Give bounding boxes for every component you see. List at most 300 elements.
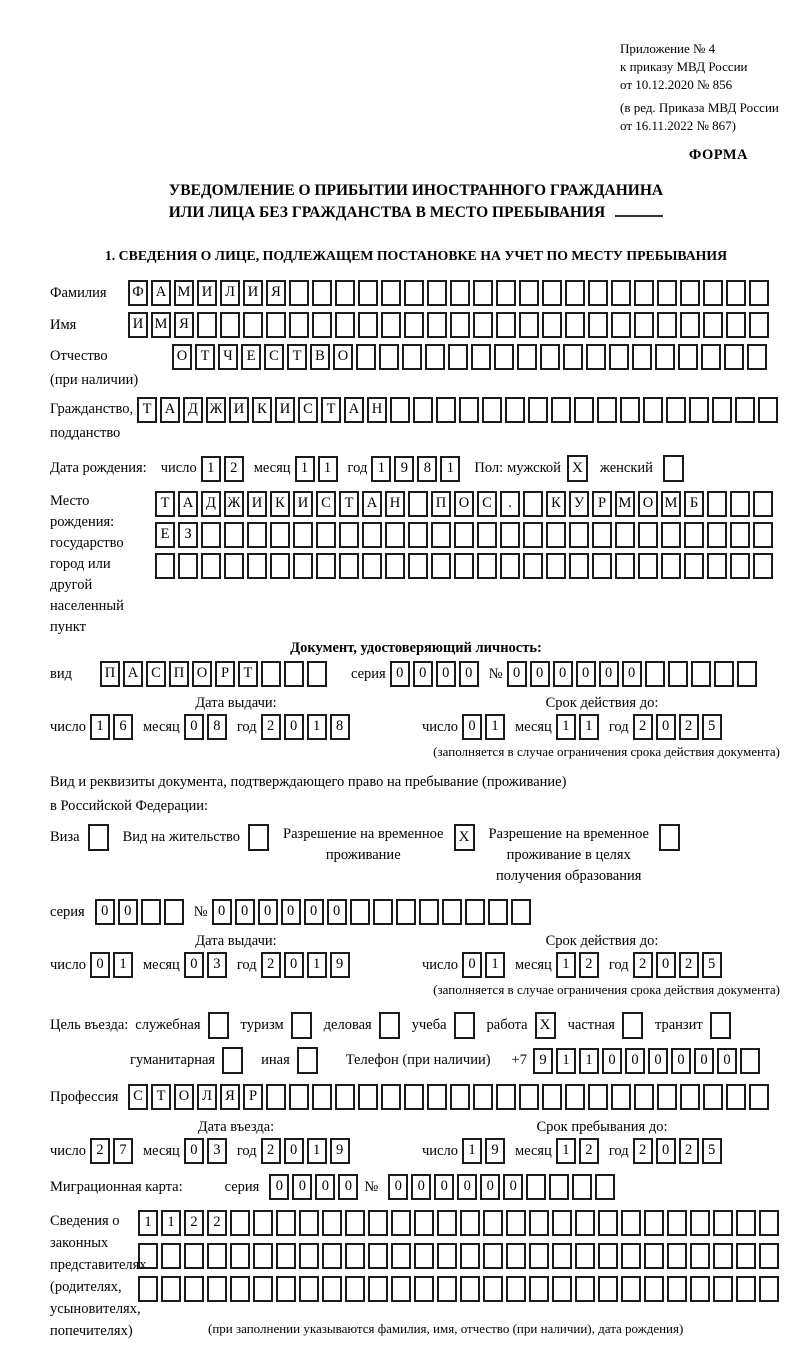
char-box[interactable]: 0 bbox=[457, 1174, 477, 1200]
char-box[interactable]: 0 bbox=[212, 899, 232, 925]
char-box[interactable] bbox=[465, 899, 485, 925]
char-box[interactable] bbox=[253, 1276, 273, 1302]
char-box[interactable]: 1 bbox=[371, 456, 391, 482]
char-box[interactable]: 0 bbox=[436, 661, 456, 687]
char-box[interactable] bbox=[588, 280, 608, 306]
char-box[interactable]: 0 bbox=[503, 1174, 523, 1200]
char-box[interactable] bbox=[549, 1174, 569, 1200]
char-box[interactable] bbox=[459, 397, 479, 423]
char-box[interactable] bbox=[494, 344, 514, 370]
char-box[interactable] bbox=[736, 1210, 756, 1236]
char-box[interactable]: П bbox=[431, 491, 451, 517]
char-box[interactable] bbox=[381, 312, 401, 338]
char-box[interactable] bbox=[638, 553, 658, 579]
char-box[interactable] bbox=[230, 1276, 250, 1302]
char-box[interactable]: Е bbox=[241, 344, 261, 370]
char-box[interactable]: 0 bbox=[462, 952, 482, 978]
char-box[interactable] bbox=[529, 1276, 549, 1302]
char-box[interactable] bbox=[542, 280, 562, 306]
char-box[interactable] bbox=[575, 1243, 595, 1269]
char-box[interactable] bbox=[373, 899, 393, 925]
char-box[interactable]: Т bbox=[195, 344, 215, 370]
char-box[interactable] bbox=[276, 1243, 296, 1269]
char-box[interactable] bbox=[565, 312, 585, 338]
checkbox-transit[interactable] bbox=[710, 1012, 731, 1039]
char-box[interactable]: 3 bbox=[207, 952, 227, 978]
char-box[interactable]: 0 bbox=[388, 1174, 408, 1200]
char-box[interactable] bbox=[220, 312, 240, 338]
char-box[interactable] bbox=[726, 312, 746, 338]
char-box[interactable]: . bbox=[500, 491, 520, 517]
char-box[interactable] bbox=[621, 1210, 641, 1236]
char-box[interactable] bbox=[454, 522, 474, 548]
char-box[interactable]: 0 bbox=[625, 1048, 645, 1074]
char-box[interactable]: 0 bbox=[576, 661, 596, 687]
char-box[interactable] bbox=[759, 1243, 779, 1269]
char-box[interactable] bbox=[691, 661, 711, 687]
char-box[interactable] bbox=[437, 1276, 457, 1302]
char-box[interactable] bbox=[528, 397, 548, 423]
char-box[interactable]: 9 bbox=[533, 1048, 553, 1074]
char-box[interactable]: 0 bbox=[95, 899, 115, 925]
char-box[interactable] bbox=[657, 1084, 677, 1110]
char-box[interactable] bbox=[312, 312, 332, 338]
char-box[interactable] bbox=[644, 1276, 664, 1302]
char-box[interactable] bbox=[391, 1243, 411, 1269]
char-box[interactable] bbox=[460, 1210, 480, 1236]
char-box[interactable] bbox=[312, 1084, 332, 1110]
char-box[interactable] bbox=[396, 899, 416, 925]
char-box[interactable] bbox=[261, 661, 281, 687]
char-box[interactable] bbox=[322, 1276, 342, 1302]
char-box[interactable]: М bbox=[661, 491, 681, 517]
char-box[interactable]: 0 bbox=[118, 899, 138, 925]
char-box[interactable] bbox=[644, 1243, 664, 1269]
char-box[interactable] bbox=[138, 1243, 158, 1269]
char-box[interactable] bbox=[460, 1243, 480, 1269]
char-box[interactable] bbox=[595, 1174, 615, 1200]
char-box[interactable] bbox=[454, 553, 474, 579]
char-box[interactable] bbox=[668, 661, 688, 687]
char-box[interactable]: 1 bbox=[462, 1138, 482, 1164]
char-box[interactable] bbox=[740, 1048, 760, 1074]
char-box[interactable]: 1 bbox=[440, 456, 460, 482]
char-box[interactable]: О bbox=[454, 491, 474, 517]
char-box[interactable]: 0 bbox=[284, 952, 304, 978]
char-box[interactable]: 0 bbox=[269, 1174, 289, 1200]
checkbox-female[interactable] bbox=[663, 455, 684, 482]
char-box[interactable] bbox=[621, 1243, 641, 1269]
char-box[interactable] bbox=[496, 312, 516, 338]
char-box[interactable] bbox=[161, 1243, 181, 1269]
char-box[interactable]: Н bbox=[367, 397, 387, 423]
char-box[interactable] bbox=[643, 397, 663, 423]
char-box[interactable]: М bbox=[174, 280, 194, 306]
char-box[interactable] bbox=[437, 1243, 457, 1269]
char-box[interactable] bbox=[312, 280, 332, 306]
char-box[interactable] bbox=[730, 522, 750, 548]
char-box[interactable] bbox=[207, 1276, 227, 1302]
checkbox-tourism[interactable] bbox=[291, 1012, 312, 1039]
char-box[interactable]: 0 bbox=[530, 661, 550, 687]
char-box[interactable]: 1 bbox=[201, 456, 221, 482]
char-box[interactable] bbox=[197, 312, 217, 338]
char-box[interactable]: 6 bbox=[113, 714, 133, 740]
char-box[interactable]: 1 bbox=[556, 1048, 576, 1074]
char-box[interactable] bbox=[408, 491, 428, 517]
char-box[interactable] bbox=[519, 280, 539, 306]
char-box[interactable]: 0 bbox=[258, 899, 278, 925]
checkbox-private[interactable] bbox=[622, 1012, 643, 1039]
char-box[interactable] bbox=[482, 397, 502, 423]
char-box[interactable]: Б bbox=[684, 491, 704, 517]
char-box[interactable]: 0 bbox=[717, 1048, 737, 1074]
char-box[interactable] bbox=[611, 280, 631, 306]
char-box[interactable] bbox=[753, 553, 773, 579]
char-box[interactable]: 1 bbox=[307, 952, 327, 978]
char-box[interactable] bbox=[350, 899, 370, 925]
char-box[interactable]: И bbox=[229, 397, 249, 423]
char-box[interactable]: 1 bbox=[90, 714, 110, 740]
char-box[interactable] bbox=[500, 522, 520, 548]
char-box[interactable] bbox=[450, 1084, 470, 1110]
char-box[interactable]: А bbox=[362, 491, 382, 517]
char-box[interactable]: С bbox=[128, 1084, 148, 1110]
char-box[interactable] bbox=[448, 344, 468, 370]
char-box[interactable] bbox=[488, 899, 508, 925]
char-box[interactable] bbox=[450, 312, 470, 338]
char-box[interactable]: Ф bbox=[128, 280, 148, 306]
char-box[interactable] bbox=[563, 344, 583, 370]
char-box[interactable] bbox=[730, 491, 750, 517]
char-box[interactable]: 0 bbox=[184, 714, 204, 740]
char-box[interactable] bbox=[178, 553, 198, 579]
char-box[interactable] bbox=[667, 1210, 687, 1236]
char-box[interactable] bbox=[316, 553, 336, 579]
char-box[interactable]: Т bbox=[287, 344, 307, 370]
char-box[interactable] bbox=[500, 553, 520, 579]
char-box[interactable] bbox=[362, 553, 382, 579]
char-box[interactable] bbox=[284, 661, 304, 687]
char-box[interactable] bbox=[408, 553, 428, 579]
char-box[interactable]: 0 bbox=[671, 1048, 691, 1074]
char-box[interactable] bbox=[138, 1276, 158, 1302]
char-box[interactable] bbox=[511, 899, 531, 925]
char-box[interactable] bbox=[247, 522, 267, 548]
char-box[interactable] bbox=[437, 1210, 457, 1236]
char-box[interactable] bbox=[730, 553, 750, 579]
char-box[interactable] bbox=[477, 553, 497, 579]
char-box[interactable] bbox=[523, 553, 543, 579]
char-box[interactable]: О bbox=[174, 1084, 194, 1110]
char-box[interactable] bbox=[707, 522, 727, 548]
char-box[interactable] bbox=[345, 1243, 365, 1269]
char-box[interactable] bbox=[645, 661, 665, 687]
char-box[interactable] bbox=[307, 661, 327, 687]
char-box[interactable] bbox=[414, 1243, 434, 1269]
checkbox-residence-permit[interactable] bbox=[248, 824, 269, 851]
char-box[interactable]: Р bbox=[215, 661, 235, 687]
char-box[interactable]: 5 bbox=[702, 952, 722, 978]
char-box[interactable]: К bbox=[270, 491, 290, 517]
char-box[interactable]: 2 bbox=[679, 952, 699, 978]
char-box[interactable] bbox=[620, 397, 640, 423]
char-box[interactable] bbox=[575, 1276, 595, 1302]
char-box[interactable] bbox=[391, 1276, 411, 1302]
char-box[interactable]: 2 bbox=[579, 1138, 599, 1164]
char-box[interactable] bbox=[678, 344, 698, 370]
char-box[interactable]: К bbox=[252, 397, 272, 423]
char-box[interactable]: 1 bbox=[307, 714, 327, 740]
char-box[interactable]: 0 bbox=[480, 1174, 500, 1200]
char-box[interactable] bbox=[707, 491, 727, 517]
char-box[interactable] bbox=[586, 344, 606, 370]
char-box[interactable] bbox=[402, 344, 422, 370]
checkbox-male[interactable]: X bbox=[567, 455, 588, 482]
char-box[interactable]: 1 bbox=[579, 1048, 599, 1074]
char-box[interactable] bbox=[588, 312, 608, 338]
char-box[interactable] bbox=[419, 899, 439, 925]
char-box[interactable] bbox=[431, 522, 451, 548]
char-box[interactable]: 0 bbox=[184, 952, 204, 978]
char-box[interactable] bbox=[572, 1174, 592, 1200]
char-box[interactable] bbox=[621, 1276, 641, 1302]
char-box[interactable]: 0 bbox=[648, 1048, 668, 1074]
checkbox-temporary-residence-education[interactable] bbox=[659, 824, 680, 851]
char-box[interactable] bbox=[230, 1243, 250, 1269]
char-box[interactable] bbox=[339, 553, 359, 579]
char-box[interactable] bbox=[368, 1276, 388, 1302]
char-box[interactable] bbox=[207, 1243, 227, 1269]
char-box[interactable] bbox=[759, 1276, 779, 1302]
char-box[interactable] bbox=[379, 344, 399, 370]
char-box[interactable] bbox=[243, 312, 263, 338]
char-box[interactable] bbox=[565, 1084, 585, 1110]
char-box[interactable] bbox=[712, 397, 732, 423]
char-box[interactable] bbox=[289, 312, 309, 338]
char-box[interactable] bbox=[141, 899, 161, 925]
char-box[interactable] bbox=[391, 1210, 411, 1236]
char-box[interactable] bbox=[680, 280, 700, 306]
char-box[interactable] bbox=[345, 1210, 365, 1236]
char-box[interactable] bbox=[736, 1276, 756, 1302]
char-box[interactable] bbox=[293, 553, 313, 579]
char-box[interactable] bbox=[335, 280, 355, 306]
char-box[interactable]: 0 bbox=[90, 952, 110, 978]
char-box[interactable] bbox=[552, 1276, 572, 1302]
char-box[interactable] bbox=[526, 1174, 546, 1200]
char-box[interactable]: 2 bbox=[679, 714, 699, 740]
char-box[interactable] bbox=[736, 1243, 756, 1269]
char-box[interactable] bbox=[523, 491, 543, 517]
char-box[interactable]: 2 bbox=[207, 1210, 227, 1236]
char-box[interactable]: И bbox=[128, 312, 148, 338]
char-box[interactable]: П bbox=[169, 661, 189, 687]
char-box[interactable] bbox=[724, 344, 744, 370]
char-box[interactable]: 0 bbox=[462, 714, 482, 740]
char-box[interactable] bbox=[615, 522, 635, 548]
char-box[interactable]: Т bbox=[137, 397, 157, 423]
char-box[interactable]: Т bbox=[155, 491, 175, 517]
char-box[interactable]: 1 bbox=[556, 952, 576, 978]
char-box[interactable]: Т bbox=[321, 397, 341, 423]
char-box[interactable] bbox=[322, 1210, 342, 1236]
char-box[interactable] bbox=[362, 522, 382, 548]
char-box[interactable] bbox=[519, 1084, 539, 1110]
char-box[interactable]: 0 bbox=[656, 952, 676, 978]
char-box[interactable]: 8 bbox=[207, 714, 227, 740]
char-box[interactable]: Я bbox=[266, 280, 286, 306]
char-box[interactable] bbox=[707, 553, 727, 579]
char-box[interactable] bbox=[322, 1243, 342, 1269]
char-box[interactable] bbox=[749, 1084, 769, 1110]
char-box[interactable] bbox=[634, 1084, 654, 1110]
char-box[interactable]: 7 bbox=[113, 1138, 133, 1164]
char-box[interactable]: 1 bbox=[161, 1210, 181, 1236]
char-box[interactable]: М bbox=[151, 312, 171, 338]
char-box[interactable] bbox=[713, 1210, 733, 1236]
char-box[interactable]: 0 bbox=[327, 899, 347, 925]
char-box[interactable] bbox=[408, 522, 428, 548]
char-box[interactable]: А bbox=[178, 491, 198, 517]
char-box[interactable]: 0 bbox=[434, 1174, 454, 1200]
char-box[interactable] bbox=[266, 1084, 286, 1110]
char-box[interactable]: 0 bbox=[284, 1138, 304, 1164]
char-box[interactable]: Р bbox=[243, 1084, 263, 1110]
char-box[interactable] bbox=[425, 344, 445, 370]
char-box[interactable] bbox=[598, 1210, 618, 1236]
char-box[interactable]: 0 bbox=[338, 1174, 358, 1200]
char-box[interactable] bbox=[569, 522, 589, 548]
char-box[interactable]: 2 bbox=[633, 952, 653, 978]
char-box[interactable]: О bbox=[192, 661, 212, 687]
char-box[interactable] bbox=[276, 1276, 296, 1302]
char-box[interactable] bbox=[358, 312, 378, 338]
char-box[interactable]: 0 bbox=[411, 1174, 431, 1200]
char-box[interactable]: 2 bbox=[261, 1138, 281, 1164]
char-box[interactable]: 2 bbox=[633, 1138, 653, 1164]
char-box[interactable] bbox=[569, 553, 589, 579]
char-box[interactable] bbox=[597, 397, 617, 423]
char-box[interactable] bbox=[552, 1243, 572, 1269]
char-box[interactable] bbox=[161, 1276, 181, 1302]
char-box[interactable] bbox=[753, 491, 773, 517]
checkbox-humanitarian[interactable] bbox=[222, 1047, 243, 1074]
char-box[interactable]: З bbox=[178, 522, 198, 548]
char-box[interactable] bbox=[588, 1084, 608, 1110]
char-box[interactable]: 0 bbox=[304, 899, 324, 925]
char-box[interactable] bbox=[230, 1210, 250, 1236]
char-box[interactable] bbox=[473, 312, 493, 338]
char-box[interactable] bbox=[661, 522, 681, 548]
char-box[interactable]: 5 bbox=[702, 1138, 722, 1164]
char-box[interactable] bbox=[644, 1210, 664, 1236]
checkbox-visa[interactable] bbox=[88, 824, 109, 851]
char-box[interactable] bbox=[680, 1084, 700, 1110]
char-box[interactable] bbox=[276, 1210, 296, 1236]
char-box[interactable]: Я bbox=[220, 1084, 240, 1110]
char-box[interactable]: 0 bbox=[622, 661, 642, 687]
char-box[interactable] bbox=[542, 312, 562, 338]
char-box[interactable]: И bbox=[275, 397, 295, 423]
char-box[interactable] bbox=[413, 397, 433, 423]
char-box[interactable]: 1 bbox=[556, 1138, 576, 1164]
char-box[interactable] bbox=[164, 899, 184, 925]
char-box[interactable] bbox=[517, 344, 537, 370]
char-box[interactable]: 2 bbox=[633, 714, 653, 740]
char-box[interactable] bbox=[680, 312, 700, 338]
char-box[interactable] bbox=[529, 1210, 549, 1236]
char-box[interactable] bbox=[335, 1084, 355, 1110]
char-box[interactable]: 1 bbox=[295, 456, 315, 482]
char-box[interactable] bbox=[450, 280, 470, 306]
char-box[interactable] bbox=[574, 397, 594, 423]
char-box[interactable]: 1 bbox=[485, 714, 505, 740]
char-box[interactable]: Е bbox=[155, 522, 175, 548]
char-box[interactable]: 0 bbox=[507, 661, 527, 687]
char-box[interactable]: 9 bbox=[330, 952, 350, 978]
char-box[interactable]: 0 bbox=[459, 661, 479, 687]
char-box[interactable] bbox=[684, 522, 704, 548]
checkbox-official[interactable] bbox=[208, 1012, 229, 1039]
char-box[interactable] bbox=[523, 522, 543, 548]
char-box[interactable] bbox=[299, 1276, 319, 1302]
char-box[interactable] bbox=[224, 553, 244, 579]
char-box[interactable] bbox=[316, 522, 336, 548]
char-box[interactable] bbox=[427, 312, 447, 338]
char-box[interactable] bbox=[506, 1276, 526, 1302]
char-box[interactable] bbox=[358, 1084, 378, 1110]
char-box[interactable] bbox=[690, 1276, 710, 1302]
char-box[interactable] bbox=[155, 553, 175, 579]
char-box[interactable] bbox=[506, 1210, 526, 1236]
checkbox-work[interactable]: X bbox=[535, 1012, 556, 1039]
char-box[interactable] bbox=[615, 553, 635, 579]
char-box[interactable] bbox=[427, 280, 447, 306]
char-box[interactable] bbox=[747, 344, 767, 370]
char-box[interactable] bbox=[335, 312, 355, 338]
char-box[interactable] bbox=[726, 1084, 746, 1110]
char-box[interactable]: 1 bbox=[307, 1138, 327, 1164]
char-box[interactable]: О bbox=[333, 344, 353, 370]
char-box[interactable] bbox=[270, 522, 290, 548]
char-box[interactable]: 2 bbox=[579, 952, 599, 978]
checkbox-business[interactable] bbox=[379, 1012, 400, 1039]
char-box[interactable] bbox=[749, 280, 769, 306]
char-box[interactable] bbox=[657, 312, 677, 338]
char-box[interactable] bbox=[690, 1210, 710, 1236]
char-box[interactable] bbox=[483, 1276, 503, 1302]
char-box[interactable] bbox=[713, 1243, 733, 1269]
char-box[interactable] bbox=[540, 344, 560, 370]
char-box[interactable] bbox=[634, 312, 654, 338]
char-box[interactable]: Ч bbox=[218, 344, 238, 370]
char-box[interactable]: 1 bbox=[485, 952, 505, 978]
char-box[interactable] bbox=[473, 280, 493, 306]
char-box[interactable] bbox=[552, 1210, 572, 1236]
char-box[interactable]: Т bbox=[151, 1084, 171, 1110]
char-box[interactable]: 5 bbox=[702, 714, 722, 740]
char-box[interactable]: 0 bbox=[656, 714, 676, 740]
char-box[interactable]: В bbox=[310, 344, 330, 370]
char-box[interactable]: Р bbox=[592, 491, 612, 517]
char-box[interactable] bbox=[703, 280, 723, 306]
char-box[interactable]: Л bbox=[197, 1084, 217, 1110]
char-box[interactable]: 1 bbox=[318, 456, 338, 482]
char-box[interactable]: Н bbox=[385, 491, 405, 517]
char-box[interactable] bbox=[737, 661, 757, 687]
char-box[interactable] bbox=[735, 397, 755, 423]
